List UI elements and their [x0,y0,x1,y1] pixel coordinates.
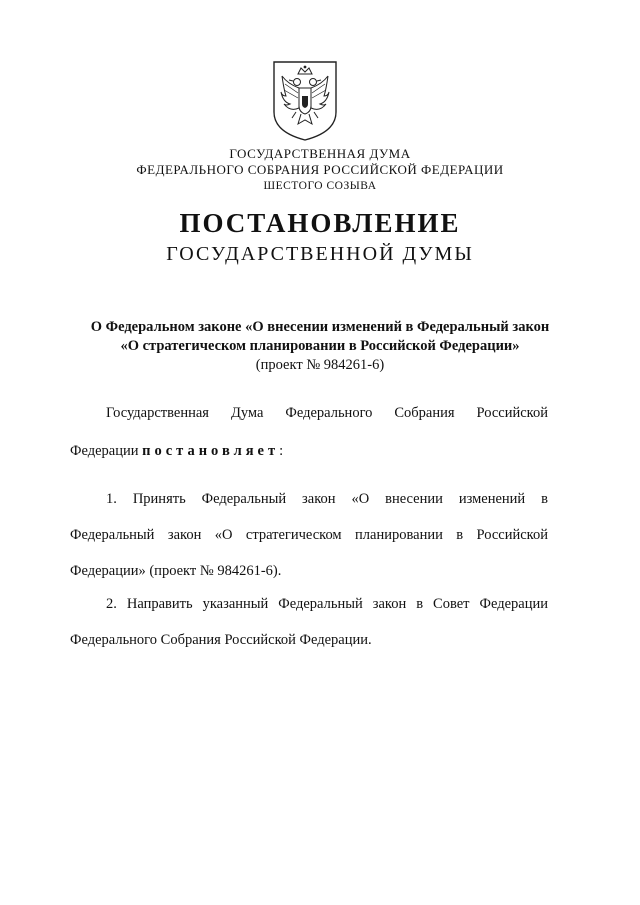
item-2-paragraph [70,595,548,649]
header-line-2: ФЕДЕРАЛЬНОГО СОБРАНИЯ РОССИЙСКОЙ ФЕДЕРАЦИИ [136,162,504,177]
item-2-line-2: Федерального Собрания Российской Федерации. [70,632,372,648]
preamble-line-1: Государственная Дума Федерального Собрания Российской [106,405,548,421]
subject-line-2: «О стратегическом планировании в Российской Федерации» [120,338,520,354]
preamble-line-2-start: Федерации [70,443,143,459]
resolution-subject [0,318,640,375]
subject-line-1: О Федеральном законе «О внесении изменений в Федеральный закон [90,319,550,335]
subject-project-number: (проект № 984261-6) [255,357,385,373]
document-title: ПОСТАНОВЛЕНИЕ [179,208,461,238]
preamble-line-2 [70,442,548,460]
resolves-word: постановляет [142,443,280,459]
preamble-paragraph [70,404,548,460]
issuer-header [0,146,640,194]
item-2-line-1: 2. Направить указанный Федеральный закон в Совет Федерации [106,596,548,612]
preamble-line-2-end: : [279,443,284,459]
header-line-1: ГОСУДАРСТВЕННАЯ ДУМА [229,146,411,161]
item-1-line-2: Федеральный закон «О стратегическом планировании в Российской [70,527,548,543]
item-1-line-3: Федерации» (проект № 984261-6). [70,563,282,579]
coat-of-arms-emblem [272,60,338,142]
document-subtitle: ГОСУДАРСТВЕННОЙ ДУМЫ [166,243,474,265]
header-line-3: ШЕСТОГО СОЗЫВА [263,180,377,192]
item-1-line-1: 1. Принять Федеральный закон «О внесении изменений в [106,491,548,507]
item-1-paragraph [70,490,548,580]
